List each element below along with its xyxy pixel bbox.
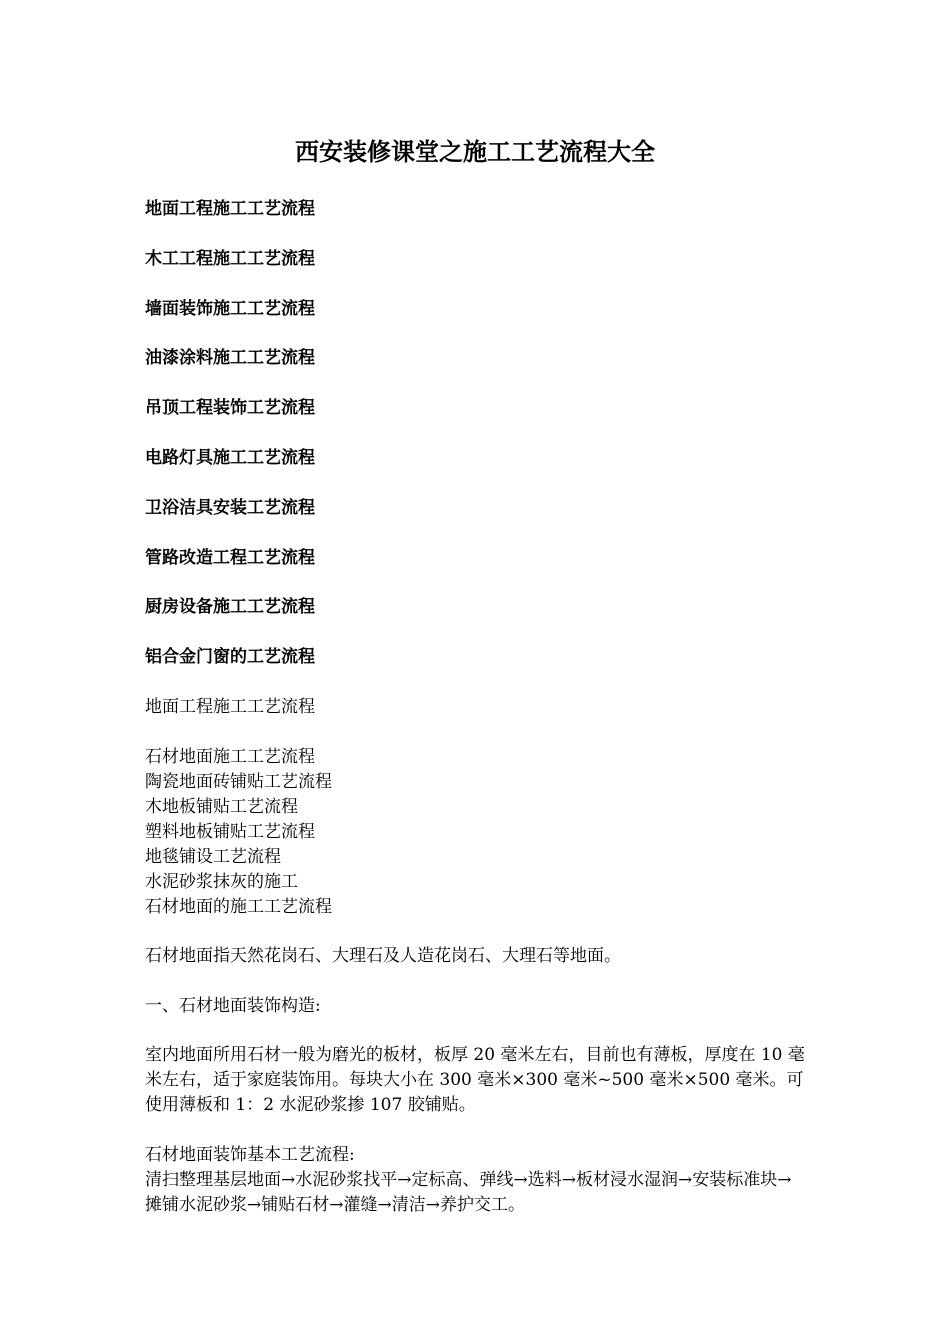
- materials-paragraph: 室内地面所用石材一般为磨光的板材，板厚 20 毫米左右，目前也有薄板，厚度在 10 毫米左右，适于家庭装饰用。每块大小在 300 毫米×300 毫米~500 毫米×500 毫米。可使用薄板和 1：2 水泥砂浆掺 107 胶铺贴。: [145, 1045, 805, 1115]
- sub-item: 木地板铺贴工艺流程: [145, 797, 298, 817]
- sub-item: 陶瓷地面砖铺贴工艺流程: [145, 772, 332, 792]
- process-steps: 清扫整理基层地面→水泥砂浆找平→定标高、弹线→选料→板材浸水湿润→安装标准块→摊铺水泥砂浆→铺贴石材→灌缝→清洁→养护交工。: [145, 1170, 792, 1215]
- toc-item-bathroom: 卫浴洁具安装工艺流程: [145, 497, 315, 518]
- process-heading: 石材地面装饰基本工艺流程:: [145, 1145, 355, 1165]
- toc-item-plumbing: 管路改造工程工艺流程: [145, 547, 315, 568]
- toc-item-floor: 地面工程施工工艺流程: [145, 199, 315, 219]
- document-title: 西安装修课堂之施工工艺流程大全: [295, 137, 655, 166]
- toc-item-kitchen: 厨房设备施工工艺流程: [145, 597, 315, 618]
- toc-item-aluminum-windows: 铝合金门窗的工艺流程: [145, 647, 315, 668]
- toc-item-electrical: 电路灯具施工工艺流程: [145, 447, 315, 468]
- table-of-contents: [145, 197, 315, 695]
- sub-item: 石材地面施工工艺流程: [145, 747, 315, 767]
- toc-item-ceiling: 吊顶工程装饰工艺流程: [145, 398, 315, 419]
- toc-item-carpentry: 木工工程施工工艺流程: [145, 248, 315, 269]
- construction-subheading: 一、石材地面装饰构造:: [145, 996, 321, 1016]
- intro-paragraph: 石材地面指天然花岗石、大理石及人造花岗石、大理石等地面。: [145, 946, 621, 966]
- toc-item-wall: 墙面装饰施工工艺流程: [145, 298, 315, 319]
- sub-item: 石材地面的施工工艺流程: [145, 897, 332, 917]
- sub-item: 水泥砂浆抹灰的施工: [145, 872, 298, 892]
- sub-item: 塑料地板铺贴工艺流程: [145, 822, 315, 842]
- toc-item-paint: 油漆涂料施工工艺流程: [145, 348, 315, 369]
- section-heading: 地面工程施工工艺流程: [145, 697, 315, 717]
- sub-item: 地毯铺设工艺流程: [145, 847, 281, 867]
- sub-item-list: [145, 745, 805, 920]
